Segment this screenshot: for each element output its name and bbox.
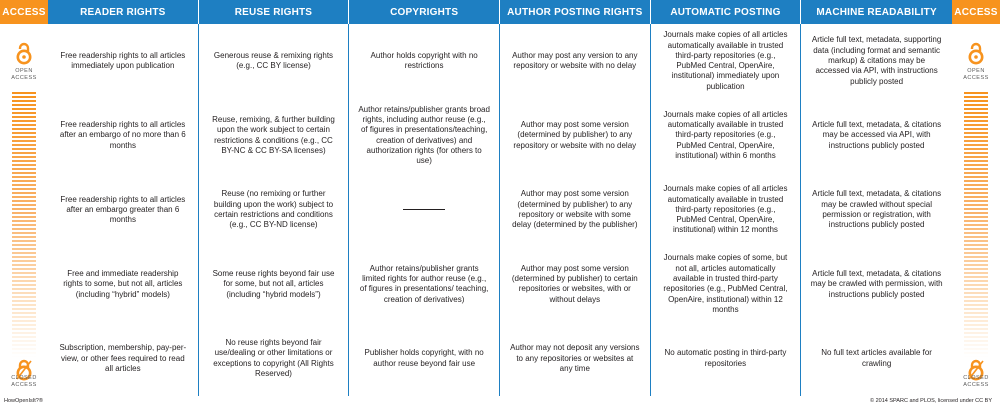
table-cell: Subscription, membership, pay-per-view, or other fees required to read all articles <box>48 322 199 396</box>
access-header-right: ACCESS <box>952 0 1000 24</box>
table-cell: Journals make copies of all articles automatically available in trusted third-party repositories (e.g., PubMed Central, OpenAire, institutional) immediately upon publication <box>651 24 802 98</box>
closed-access-label: CLOSED ACCESS <box>11 375 37 388</box>
table-cell: No automatic posting in third-party repositories <box>651 322 802 396</box>
table-row <box>48 173 952 247</box>
table-cell: Journals make copies of all articles automatically available in trusted third-party repositories (e.g., PubMed Central, OpenAire, institutional) within 12 months <box>651 173 802 247</box>
table-cell: Reuse, remixing, & further building upon the work subject to certain restrictions & conditions (e.g., CC BY-NC & CC BY-SA licenses) <box>199 98 350 172</box>
table-cell: Free readership rights to all articles after an embargo of no more than 6 months <box>48 98 199 172</box>
dash-divider <box>403 209 445 210</box>
table-cell: Free readership rights to all articles immediately upon publication <box>48 24 199 98</box>
table-cell: Article full text, metadata, & citations may be crawled without special permission or registration, with instructions publicly posted <box>812 189 942 230</box>
openness-spectrum-table <box>48 0 952 396</box>
table-cell: Author retains/publisher grants broad rights, including author reuse (e.g., of figures in presentations/teaching, creation of derivatives) and authorization rights (for others to use) <box>349 98 500 172</box>
table-row <box>48 24 952 98</box>
access-gradient-bar <box>964 92 988 358</box>
table-cell: Author retains/publisher grants limited rights for author reuse (e.g., of figures in presentations/ teaching, creation of derivatives) <box>349 247 500 321</box>
table-header-row <box>48 0 952 24</box>
access-gradient-bar <box>12 92 36 358</box>
table-cell: Publisher holds copyright, with no author reuse beyond fair use <box>349 322 500 396</box>
header-reuse-rights: REUSE RIGHTS <box>199 0 350 24</box>
header-automatic-posting: AUTOMATIC POSTING <box>651 0 802 24</box>
access-scale-right <box>952 0 1000 396</box>
table-cell: No reuse rights beyond fair use/dealing or other limitations or exceptions to copyright (All Rights Reserved) <box>199 322 350 396</box>
footer-brand: HowOpenIsIt?® <box>4 398 43 404</box>
table-cell: Some reuse rights beyond fair use for some, but not all, articles (including “hybrid models”) <box>199 247 350 321</box>
table-row <box>48 322 952 396</box>
header-reader-rights: READER RIGHTS <box>48 0 199 24</box>
table-cell: Reuse (no remixing or further building upon the work) subject to certain restrictions and conditions (e.g., CC BY-ND license) <box>199 173 350 247</box>
footer-copyright: © 2014 SPARC and PLOS, licensed under CC BY <box>870 398 992 404</box>
table-cell: Author may not deposit any versions to any repositories or websites at any time <box>500 322 651 396</box>
header-author-posting-rights: AUTHOR POSTING RIGHTS <box>500 0 651 24</box>
open-access-label: OPEN ACCESS <box>963 68 989 81</box>
table-cell: Author may post some version (determined by publisher) to certain repositories or websites, with or without delays <box>500 247 651 321</box>
table-cell: Generous reuse & remixing rights (e.g., CC BY license) <box>199 24 350 98</box>
header-machine-readability: MACHINE READABILITY <box>816 6 937 18</box>
open-access-label: OPEN ACCESS <box>11 68 37 81</box>
open-lock-icon <box>12 42 36 66</box>
table-cell: No full text articles available for crawling <box>821 348 932 368</box>
access-header-left: ACCESS <box>0 0 48 24</box>
table-cell: Author may post some version (determined by publisher) to any repository or website with no delay <box>500 98 651 172</box>
header-copyrights: COPYRIGHTS <box>349 0 500 24</box>
table-row <box>48 98 952 172</box>
table-cell: Journals make copies of some, but not all, articles automatically available in trusted third-party repositories (e.g., PubMed Central, OpenAire, institutional) within 12 months <box>651 247 802 321</box>
table-cell: Article full text, metadata, & citations may be crawled with permission, with instructions publicly posted <box>810 268 943 299</box>
table-cell: Author may post some version (determined by publisher) to any repository or website with some delay (determined by the publisher) <box>500 173 651 247</box>
table-cell: Author may post any version to any repository or website with no delay <box>500 24 651 98</box>
table-row <box>48 247 952 321</box>
access-scale-left <box>0 0 48 396</box>
table-cell: Free readership rights to all articles after an embargo greater than 6 months <box>48 173 199 247</box>
table-cell: Author holds copyright with no restrictions <box>349 24 500 98</box>
table-cell: Free and immediate readership rights to some, but not all, articles (including “hybrid” models) <box>48 247 199 321</box>
table-cell: Journals make copies of all articles automatically available in trusted third-party repositories (e.g., PubMed Central, OpenAire, institutional) within 6 months <box>651 98 802 172</box>
table-cell: Article full text, metadata, & citations may be accessed via API, with instructions publicly posted <box>812 120 942 150</box>
table-cell: Article full text, metadata, supporting data (including format and semantic markup) & citations may be accessed via API, with instructions publicly posted <box>811 35 942 86</box>
empty-cell-dash <box>349 173 500 247</box>
open-lock-icon <box>964 42 988 66</box>
closed-access-label: CLOSED ACCESS <box>963 375 989 388</box>
